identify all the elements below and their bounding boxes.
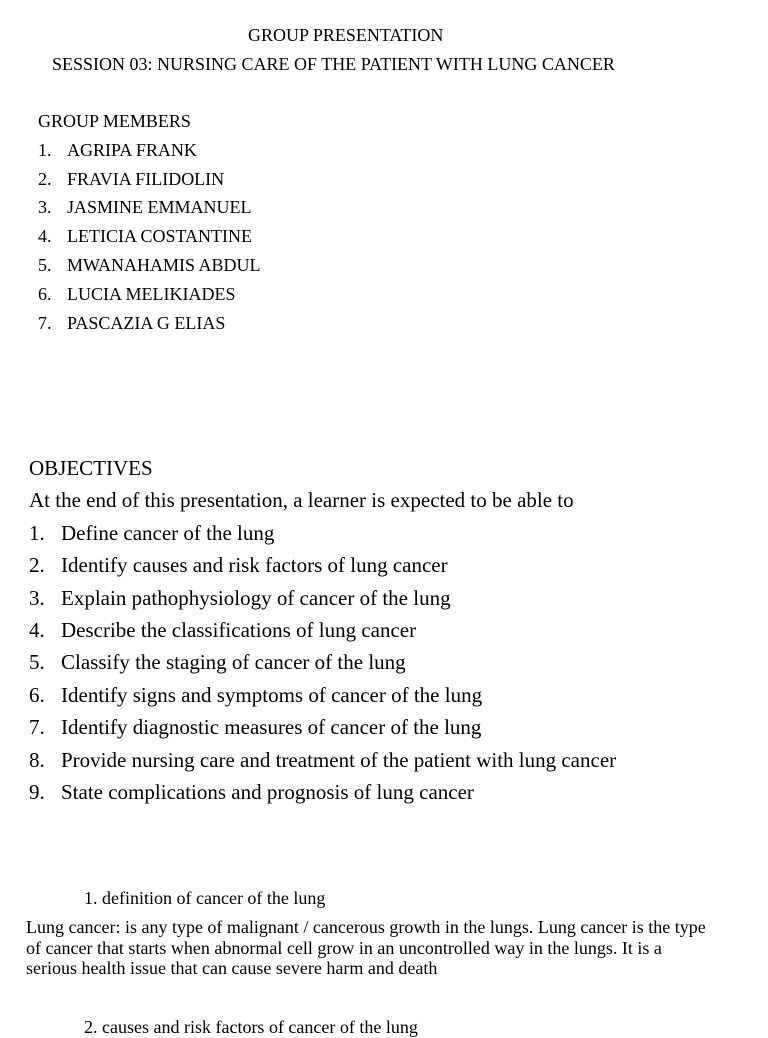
list-number: 1. <box>38 139 52 160</box>
objectives-list <box>29 520 616 812</box>
list-number: 4. <box>29 617 45 642</box>
list-item <box>38 254 261 283</box>
list-number: 9. <box>29 779 45 804</box>
objective-text: Provide nursing care and treatment of the patient with lung cancer <box>61 747 617 772</box>
list-item <box>29 649 616 681</box>
document-title: GROUP PRESENTATION <box>248 25 444 45</box>
list-number: 7. <box>38 312 52 333</box>
list-number: 5. <box>29 650 45 675</box>
list-number: 2. <box>29 553 45 578</box>
member-name: LETICIA COSTANTINE <box>67 226 253 247</box>
list-item <box>29 714 616 746</box>
objective-text: Identify causes and risk factors of lung cancer <box>61 553 448 578</box>
objective-text: Explain pathophysiology of cancer of the lung <box>61 585 451 610</box>
list-item <box>38 139 261 168</box>
list-item <box>29 585 616 617</box>
list-number: 5. <box>38 254 52 275</box>
list-number: 1. <box>29 520 45 545</box>
list-item <box>29 520 616 552</box>
list-item <box>38 283 261 312</box>
list-item <box>38 196 261 225</box>
member-name: AGRIPA FRANK <box>67 139 197 160</box>
section-heading-definition: 1. definition of cancer of the lung <box>84 888 326 908</box>
list-item <box>38 312 261 341</box>
list-number: 3. <box>29 585 45 610</box>
list-item <box>29 682 616 714</box>
list-item <box>38 168 261 197</box>
section-heading-causes: 2. causes and risk factors of cancer of the lung <box>84 1017 418 1037</box>
list-number: 3. <box>38 197 52 218</box>
session-title: SESSION 03: NURSING CARE OF THE PATIENT WITH LUNG CANCER <box>52 54 615 74</box>
objective-text: Identify diagnostic measures of cancer of the lung <box>61 715 482 740</box>
list-item <box>29 552 616 584</box>
objectives-section <box>29 455 616 811</box>
list-number: 6. <box>29 682 45 707</box>
list-number: 7. <box>29 715 45 740</box>
objective-text: Describe the classifications of lung cancer <box>61 617 417 642</box>
objective-text: Identify signs and symptoms of cancer of the lung <box>61 682 483 707</box>
objective-text: Define cancer of the lung <box>61 520 275 545</box>
list-number: 4. <box>38 226 52 247</box>
member-name: MWANAHAMIS ABDUL <box>67 254 261 275</box>
group-members-heading: GROUP MEMBERS <box>38 111 191 131</box>
objective-text: Classify the staging of cancer of the lung <box>61 650 406 675</box>
list-item <box>29 617 616 649</box>
member-name: JASMINE EMMANUEL <box>67 197 252 218</box>
list-number: 2. <box>38 168 52 189</box>
objectives-heading: OBJECTIVES <box>29 456 153 480</box>
list-item <box>29 747 616 779</box>
group-members-section <box>38 110 261 340</box>
definition-paragraph: Lung cancer: is any type of malignant / cancerous growth in the lungs. Lung cancer is the type of cancer that starts when abnormal cell grow in an uncontrolled way in the lungs. It is a serious health issue that can cause severe harm and death <box>26 917 706 978</box>
objectives-intro: At the end of this presentation, a learner is expected to be able to <box>29 488 574 513</box>
group-members-list <box>38 139 261 341</box>
list-number: 8. <box>29 747 45 772</box>
member-name: PASCAZIA G ELIAS <box>67 312 226 333</box>
member-name: LUCIA MELIKIADES <box>67 283 236 304</box>
member-name: FRAVIA FILIDOLIN <box>67 168 225 189</box>
list-item <box>38 225 261 254</box>
objective-text: State complications and prognosis of lung cancer <box>61 779 474 804</box>
list-item <box>29 779 616 811</box>
list-number: 6. <box>38 283 52 304</box>
